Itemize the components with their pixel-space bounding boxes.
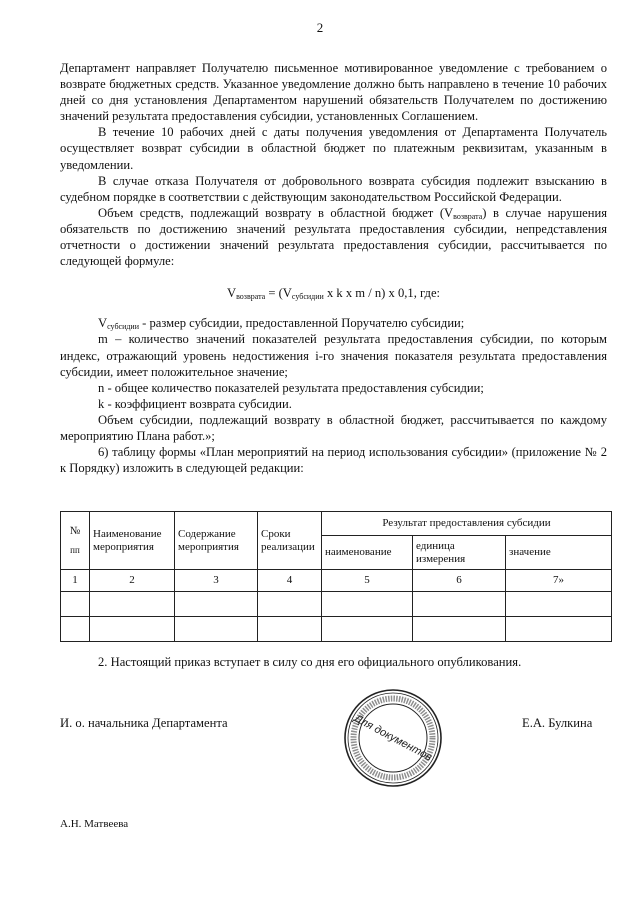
paragraph-refusal: В случае отказа Получателя от добровольного возврата субсидия подлежит взысканию в судебном порядке в соответствии с действующим законодательством Российской Федерации. (60, 173, 607, 204)
paragraph-return-volume (60, 205, 607, 269)
formula-mid-subscript: субсидии (291, 292, 324, 302)
header-activity-content: Содержание мероприятия (175, 512, 258, 570)
paragraph-notification: Департамент направляет Получателю письменное мотивированное уведомление с требованием о возврате бюджетных средств. Указанное уведомление должно быть направлено в течение 10 рабочих дней со дня установления Департаментом нарушений обязательств Получателем по достижению значений результата предоставления субсидии, установленных Соглашением. (60, 61, 607, 124)
header-result-value: значение (506, 536, 612, 570)
paragraph-return-deadline: В течение 10 рабочих дней с даты получения уведомления от Департамента Получатель осуществляет возврат субсидии в областной бюджет по платежным реквизитам, указанным в уведомлении. (60, 125, 607, 172)
empty-cell (506, 592, 612, 617)
body-text (60, 60, 607, 476)
paragraph-per-activity: Объем субсидии, подлежащий возврату в областной бюджет, рассчитывается по каждому мероприятию Плана работ.»; (60, 412, 607, 443)
definition-v-text: - размер субсидии, предоставленной Поручателю субсидии; (138, 316, 465, 331)
header-number-sign: № (69, 524, 81, 537)
definition-v (60, 315, 607, 331)
paragraph-effective-date: 2. Настоящий приказ вступает в силу со дня его официального опубликования. (98, 655, 522, 669)
header-result-unit: единица измерения (413, 536, 506, 570)
empty-cell (413, 592, 506, 617)
return-volume-subscript: возврата (453, 211, 483, 221)
definition-v-subscript: субсидии (107, 322, 139, 332)
header-result: Результат предоставления субсидии (322, 512, 612, 536)
official-stamp (343, 688, 443, 788)
column-number-cell: 6 (413, 570, 506, 592)
header-terms: Сроки реализации (258, 512, 322, 570)
table-row (61, 617, 612, 642)
return-volume-text-a: Объем средств, подлежащий возврату в областной бюджет (V (98, 205, 454, 220)
formula-v-subscript: возврата (236, 292, 266, 302)
column-number-cell: 2 (90, 570, 175, 592)
empty-cell (175, 617, 258, 642)
return-formula (60, 285, 607, 301)
empty-cell (322, 592, 413, 617)
column-number-cell: 4 (258, 570, 322, 592)
empty-cell (61, 617, 90, 642)
header-pp: пп (70, 544, 80, 555)
table-row (61, 592, 612, 617)
empty-cell (322, 617, 413, 642)
signature-name: Е.А. Булкина (522, 716, 593, 730)
empty-cell (258, 592, 322, 617)
empty-cell (90, 617, 175, 642)
empty-cell (413, 617, 506, 642)
empty-cell (506, 617, 612, 642)
header-number (61, 512, 90, 570)
formula-tail: х k х m / n) х 0,1, где: (323, 286, 441, 301)
return-volume-text-b: ) в случае нарушения обязательств по достижению значений результата предоставления субсидии, непредставления отчетности о достижении значений результата предоставления субсидии, рассчитывается по следующей формуле: (60, 205, 607, 269)
empty-cell (258, 617, 322, 642)
definition-v-symbol: V (98, 316, 108, 331)
closing-text (60, 654, 607, 670)
page-number: 2 (316, 20, 324, 35)
empty-cell (90, 592, 175, 617)
activity-plan-table (60, 511, 612, 642)
definition-m: m – количество значений показателей результата предоставления субсидии, по которым индекс, отражающий уровень недостижения i-го значения показателя результата предоставления субсидии, имеет положительное значение; (60, 332, 607, 379)
empty-cell (61, 592, 90, 617)
author-name: А.Н. Матвеева (60, 818, 129, 830)
table-row (61, 570, 612, 592)
stamp-label: Для документов (352, 712, 434, 764)
formula-mid: = (V (265, 286, 292, 301)
paragraph-table-intro: 6) таблицу формы «План мероприятий на период использования субсидии» (приложение № 2 к Порядку) изложить в следующей редакции: (60, 445, 607, 476)
column-number-cell: 1 (61, 570, 90, 592)
formula-v: V (226, 286, 237, 301)
header-result-name: наименование (322, 536, 413, 570)
header-activity-name: Наименование мероприятия (90, 512, 175, 570)
column-number-cell: 3 (175, 570, 258, 592)
signature-position: И. о. начальника Департамента (60, 716, 228, 730)
empty-cell (175, 592, 258, 617)
column-number-cell: 5 (322, 570, 413, 592)
definition-k: k - коэффициент возврата субсидии. (98, 396, 292, 411)
definition-n: n - общее количество показателей результата предоставления субсидии; (98, 380, 484, 395)
column-number-cell: 7» (506, 570, 612, 592)
